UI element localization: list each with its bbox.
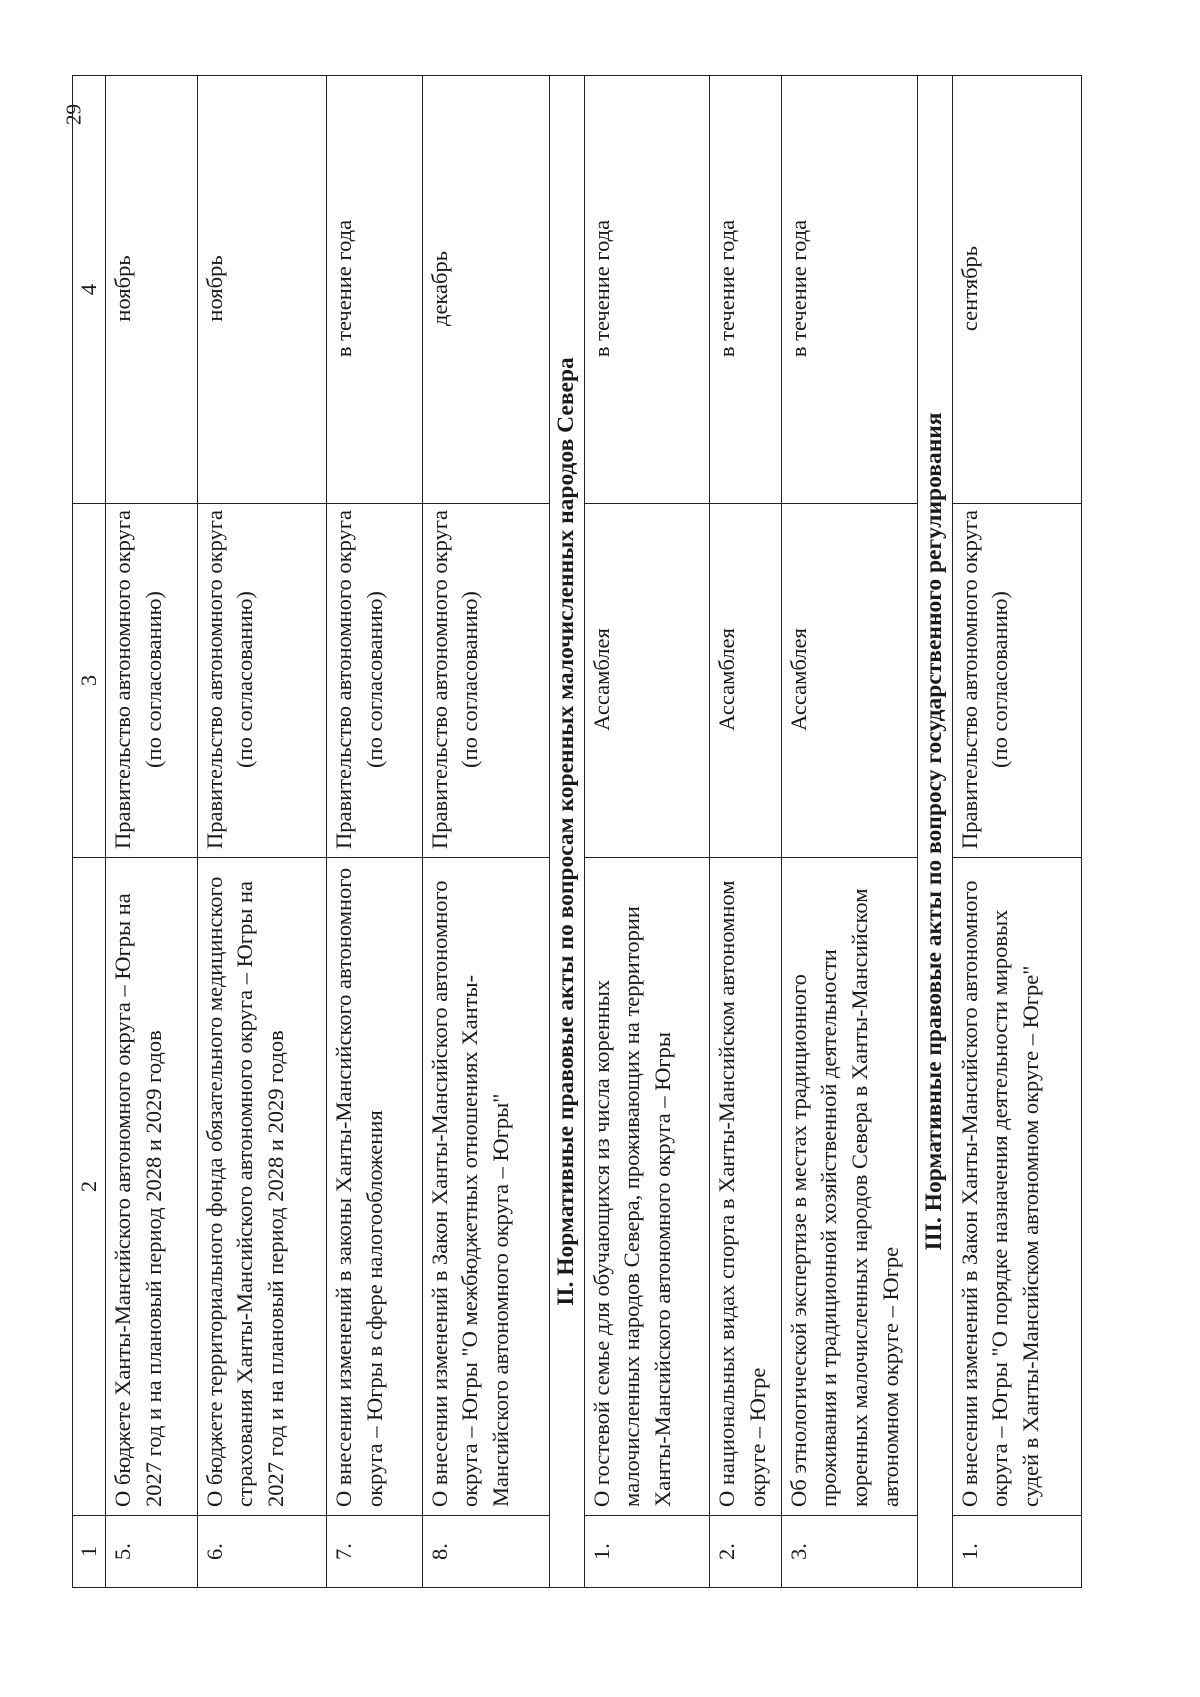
table-row [952,76,1081,1588]
table-row [710,76,782,1588]
act-title: О внесении изменений в Закон Ханты-Мансийского автономного округа – Югры "О межбюджетных отношениях Ханты-Мансийского автономного округа – Югры" [422,858,549,1516]
deadline: сентябрь [952,76,1081,504]
section-title-state-regulation: III. Нормативные правовые акты по вопросу государственного регулирования [917,76,952,1588]
row-number: 7. [327,1516,423,1588]
section-header-row [550,76,585,1588]
column-header: 3 [73,504,106,858]
deadline: декабрь [422,76,549,504]
table-row [327,76,423,1588]
act-title: Об этнологической экспертизе в местах традиционного проживания и традиционной хозяйственной деятельности коренных малочисленных народов Севера в Ханты-Мансийском автономном округе – Югре [781,858,917,1516]
table-row [422,76,549,1588]
responsible-executor: Правительство автономного округа (по согласованию) [422,504,549,858]
act-title: О гостевой семье для обучающихся из числа коренных малочисленных народов Севера, проживающих на территории Ханты-Мансийского автономного округа – Югры [584,858,709,1516]
table-header-row [73,76,106,1588]
section-header-row [917,76,952,1588]
responsible-executor: Ассамблея [781,504,917,858]
deadline: в течение года [781,76,917,504]
act-title: О бюджете Ханты-Мансийского автономного округа – Югры на 2027 год и на плановый период 2028 и 2029 годов [106,858,198,1516]
row-number: 5. [106,1516,198,1588]
act-title: О бюджете территориального фонда обязательного медицинского страхования Ханты-Мансийского автономного округа – Югры на 2027 год и на плановый период 2028 и 2029 годов [197,858,326,1516]
table-row [106,76,198,1588]
row-number: 8. [422,1516,549,1588]
act-title: О национальных видах спорта в Ханты-Мансийском автономном округе – Югре [710,858,782,1516]
table-row [584,76,709,1588]
act-title: О внесении изменений в Закон Ханты-Мансийского автономного округа – Югры "О порядке назначения деятельности мировых судей в Ханты-Мансийском автономном округе – Югре" [952,858,1081,1516]
deadline: в течение года [710,76,782,504]
column-header: 2 [73,858,106,1516]
column-header: 1 [73,1516,106,1588]
table-row [781,76,917,1588]
row-number: 2. [710,1516,782,1588]
column-header: 4 [73,76,106,504]
responsible-executor: Правительство автономного округа (по согласованию) [197,504,326,858]
deadline: в течение года [584,76,709,504]
row-number: 1. [584,1516,709,1588]
rotated-page [72,76,1082,1588]
deadline: ноябрь [197,76,326,504]
row-number: 6. [197,1516,326,1588]
responsible-executor: Ассамблея [710,504,782,858]
responsible-executor: Правительство автономного округа (по согласованию) [106,504,198,858]
row-number: 1. [952,1516,1081,1588]
responsible-executor: Правительство автономного округа (по согласованию) [327,504,423,858]
deadline: ноябрь [106,76,198,504]
responsible-executor: Ассамблея [584,504,709,858]
act-title: О внесении изменений в законы Ханты-Мансийского автономного округа – Югры в сфере налогообложения [327,858,423,1516]
responsible-executor: Правительство автономного округа (по согласованию) [952,504,1081,858]
row-number: 3. [781,1516,917,1588]
page-number: 29 [61,104,86,125]
table-row [197,76,326,1588]
section-title-indigenous-peoples: II. Нормативные правовые акты по вопросам коренных малочисленных народов Севера [550,76,585,1588]
deadline: в течение года [327,76,423,504]
legislation-plan-table [72,75,1082,1588]
